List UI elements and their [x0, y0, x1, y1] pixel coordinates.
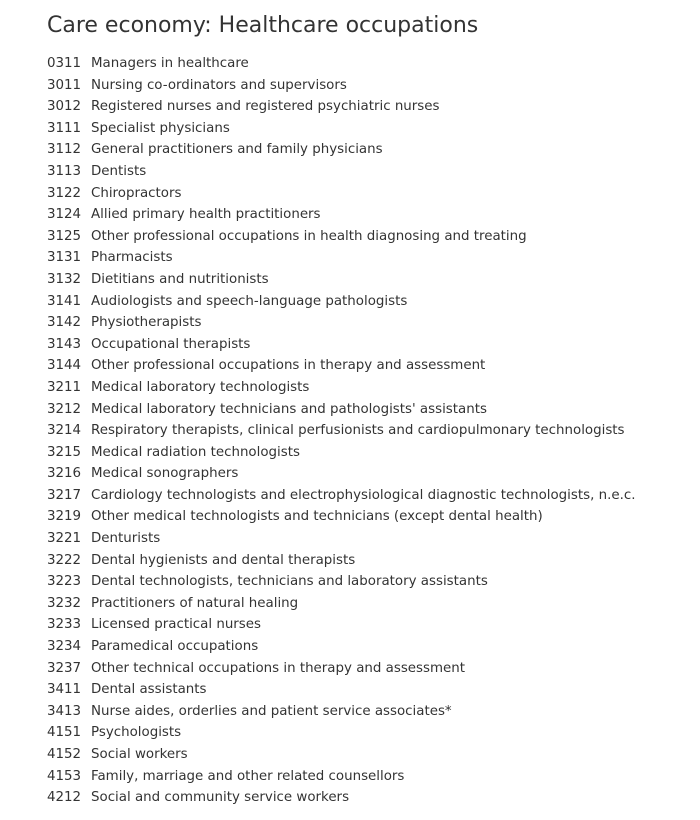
- page-title: Care economy: Healthcare occupations: [47, 13, 479, 38]
- occupation-code: 3237: [47, 660, 82, 676]
- occupation-label: Medical laboratory technologists: [91, 379, 310, 395]
- occupation-code: 3142: [47, 315, 82, 331]
- occupation-row: [47, 183, 700, 205]
- occupation-label: Nurse aides, orderlies and patient service associates*: [91, 703, 452, 719]
- occupation-code: 3143: [47, 336, 82, 352]
- occupation-label: Respiratory therapists, clinical perfusionists and cardiopulmonary technologists: [91, 423, 625, 439]
- occupation-row: [47, 334, 700, 356]
- occupation-code: 3144: [47, 358, 82, 374]
- occupation-label: Nursing co-ordinators and supervisors: [91, 77, 347, 93]
- occupation-label: Allied primary health practitioners: [91, 207, 321, 223]
- occupation-label: Family, marriage and other related counsellors: [91, 768, 405, 784]
- occupation-label: General practitioners and family physicians: [91, 142, 383, 158]
- occupation-code: 3234: [47, 639, 82, 655]
- occupation-label: Audiologists and speech-language pathologists: [91, 293, 408, 309]
- occupation-code: 3132: [47, 271, 82, 287]
- occupation-row: [47, 528, 700, 550]
- occupation-label: Social workers: [91, 747, 188, 762]
- occupation-label: Managers in healthcare: [91, 56, 249, 71]
- occupation-row: [47, 744, 700, 766]
- occupation-code: 3215: [47, 444, 82, 460]
- occupation-label: Dietitians and nutritionists: [91, 271, 269, 287]
- occupation-code: 3233: [47, 617, 82, 633]
- occupation-row: [47, 377, 700, 399]
- occupation-code: 0311: [47, 56, 82, 71]
- occupation-row: [47, 161, 700, 183]
- occupation-code: 3221: [47, 531, 82, 547]
- occupation-label: Cardiology technologists and electrophysiological diagnostic technologists, n.e.c.: [91, 487, 636, 503]
- occupation-label: Other professional occupations in health diagnosing and treating: [91, 228, 527, 244]
- occupation-label: Practitioners of natural healing: [91, 595, 299, 611]
- occupation-label: Pharmacists: [91, 250, 173, 266]
- occupation-row: [47, 312, 700, 334]
- occupation-row: [47, 550, 700, 572]
- occupation-row: [47, 701, 700, 723]
- occupation-row: [47, 636, 700, 658]
- occupation-row: [47, 506, 700, 528]
- occupation-code: 4212: [47, 790, 82, 806]
- occupation-code: 3012: [47, 99, 82, 115]
- occupation-label: Paramedical occupations: [91, 639, 259, 655]
- occupation-label: Medical radiation technologists: [91, 444, 300, 460]
- occupation-code: 3211: [47, 379, 82, 395]
- occupation-code: 3214: [47, 423, 82, 439]
- occupation-row: [47, 355, 700, 377]
- occupation-label: Specialist physicians: [91, 120, 230, 136]
- occupation-code: 4151: [47, 725, 82, 741]
- occupation-row: [47, 722, 700, 744]
- occupation-row: [47, 75, 700, 97]
- occupation-list: [47, 53, 700, 809]
- occupation-code: 3223: [47, 574, 82, 590]
- occupation-row: [47, 269, 700, 291]
- occupation-code: 3111: [47, 120, 82, 136]
- occupation-row: [47, 766, 700, 788]
- occupation-label: Licensed practical nurses: [91, 617, 261, 633]
- occupation-row: [47, 399, 700, 421]
- occupation-row: [47, 463, 700, 485]
- occupation-code: 4152: [47, 747, 82, 762]
- occupation-row: [47, 593, 700, 615]
- occupation-row: [47, 204, 700, 226]
- occupation-code: 3216: [47, 466, 82, 482]
- occupation-row: [47, 118, 700, 140]
- occupation-row: [47, 679, 700, 701]
- occupation-label: Other medical technologists and technicians (except dental health): [91, 509, 543, 525]
- occupation-row: [47, 485, 700, 507]
- occupation-label: Dentists: [91, 163, 147, 179]
- occupation-code: 3122: [47, 185, 82, 201]
- occupation-code: 3113: [47, 163, 82, 179]
- occupation-code: 3124: [47, 207, 82, 223]
- occupation-code: 3125: [47, 228, 82, 244]
- occupation-row: [47, 226, 700, 248]
- occupation-row: [47, 442, 700, 464]
- occupation-code: 3011: [47, 77, 82, 93]
- occupation-row: [47, 571, 700, 593]
- occupation-row: [47, 658, 700, 680]
- occupation-label: Denturists: [91, 531, 161, 547]
- occupation-row: [47, 291, 700, 313]
- occupation-label: Chiropractors: [91, 185, 182, 201]
- occupation-code: 3222: [47, 552, 82, 568]
- occupation-code: 3219: [47, 509, 82, 525]
- occupation-label: Dental technologists, technicians and laboratory assistants: [91, 574, 488, 590]
- occupation-code: 3112: [47, 142, 82, 158]
- occupation-row: [47, 139, 700, 161]
- occupation-label: Dental hygienists and dental therapists: [91, 552, 356, 568]
- occupation-label: Psychologists: [91, 725, 182, 741]
- occupation-label: Other technical occupations in therapy and assessment: [91, 660, 466, 676]
- occupation-label: Social and community service workers: [91, 790, 350, 806]
- occupation-code: 3141: [47, 293, 82, 309]
- occupation-code: 3411: [47, 682, 82, 698]
- occupation-code: 4153: [47, 768, 82, 784]
- occupation-label: Medical laboratory technicians and pathologists' assistants: [91, 401, 487, 417]
- occupation-label: Dental assistants: [91, 682, 207, 698]
- occupation-row: [47, 53, 700, 75]
- occupation-label: Occupational therapists: [91, 336, 251, 352]
- occupation-code: 3217: [47, 487, 82, 503]
- occupation-code: 3131: [47, 250, 82, 266]
- occupation-label: Medical sonographers: [91, 466, 239, 482]
- occupation-row: [47, 247, 700, 269]
- occupation-row: [47, 787, 700, 809]
- occupation-label: Other professional occupations in therapy and assessment: [91, 358, 486, 374]
- occupation-code: 3212: [47, 401, 82, 417]
- occupation-row: [47, 96, 700, 118]
- occupation-code: 3413: [47, 703, 82, 719]
- occupation-row: [47, 614, 700, 636]
- occupation-code: 3232: [47, 595, 82, 611]
- occupation-label: Physiotherapists: [91, 315, 202, 331]
- occupation-row: [47, 420, 700, 442]
- occupation-label: Registered nurses and registered psychiatric nurses: [91, 99, 440, 115]
